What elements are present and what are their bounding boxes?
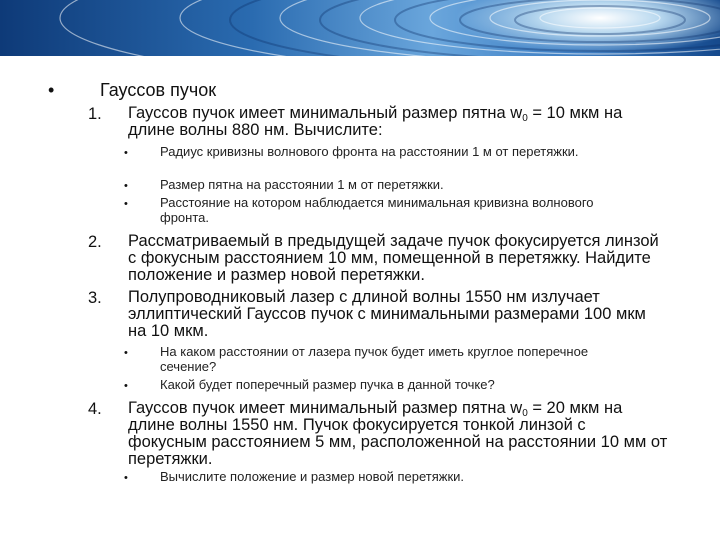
- subitem-bullet: •: [124, 380, 128, 392]
- water-ripple-graphic: [0, 0, 720, 56]
- subitem-bullet: •: [124, 198, 128, 210]
- subitem-bullet: •: [124, 147, 128, 159]
- item-3-text: Полупроводниковый лазер с длиной волны 1550 нм излучает эллиптический Гауссов пучок с минимальными размерами 100 мкм на 10 мкм.: [128, 288, 646, 340]
- slide-title: Гауссов пучок: [100, 80, 217, 100]
- subitem-bullet: •: [124, 347, 128, 359]
- slide-content: [0, 56, 720, 540]
- subscript-zero: 0: [522, 113, 528, 124]
- subitem-text: Вычислите положение и размер новой перетяжки.: [160, 469, 465, 484]
- item-number: 3.: [88, 289, 102, 307]
- subitem-bullet: •: [124, 180, 128, 192]
- subitem-text: Радиус кривизны волнового фронта на расстоянии 1 м от перетяжки.: [160, 144, 579, 159]
- item-number: 2.: [88, 233, 102, 251]
- item-2-text: Рассматриваемый в предыдущей задаче пучок фокусируется линзой с фокусным расстоянием 10 мм, помещенной в перетяжку. Найдите положение и размер новой перетяжки.: [128, 232, 659, 284]
- title-bullet: •: [48, 80, 55, 100]
- item-4-text: Гауссов пучок имеет минимальный размер пятна $w_0 = 20$ мкм на длине волны 1550 нм. Пучок фокусируется тонкой линзой с фокусным расстоянием 5 мм, расположенной на расстоянии 10 мм от перетяжки.: [128, 399, 668, 468]
- subscript-zero: 0: [522, 408, 528, 419]
- subitem-text: Размер пятна на расстоянии 1 м от перетяжки.: [160, 177, 444, 192]
- item-1-text: Гауссов пучок имеет минимальный размер пятна $w_0 = 10$ мкм на длине волны 880 нм. Вычислите:: [128, 104, 623, 139]
- subitem-text: Расстояние на котором наблюдается минимальная кривизна волнового фронта.: [160, 195, 594, 225]
- item-number: 1.: [88, 105, 102, 123]
- header-water-banner: [0, 0, 720, 56]
- subitem-text: На каком расстоянии от лазера пучок будет иметь круглое поперечное сечение?: [160, 344, 589, 374]
- subitem-bullet: •: [124, 472, 128, 484]
- item-number: 4.: [88, 400, 102, 418]
- subitem-text: Какой будет поперечный размер пучка в данной точке?: [160, 377, 495, 392]
